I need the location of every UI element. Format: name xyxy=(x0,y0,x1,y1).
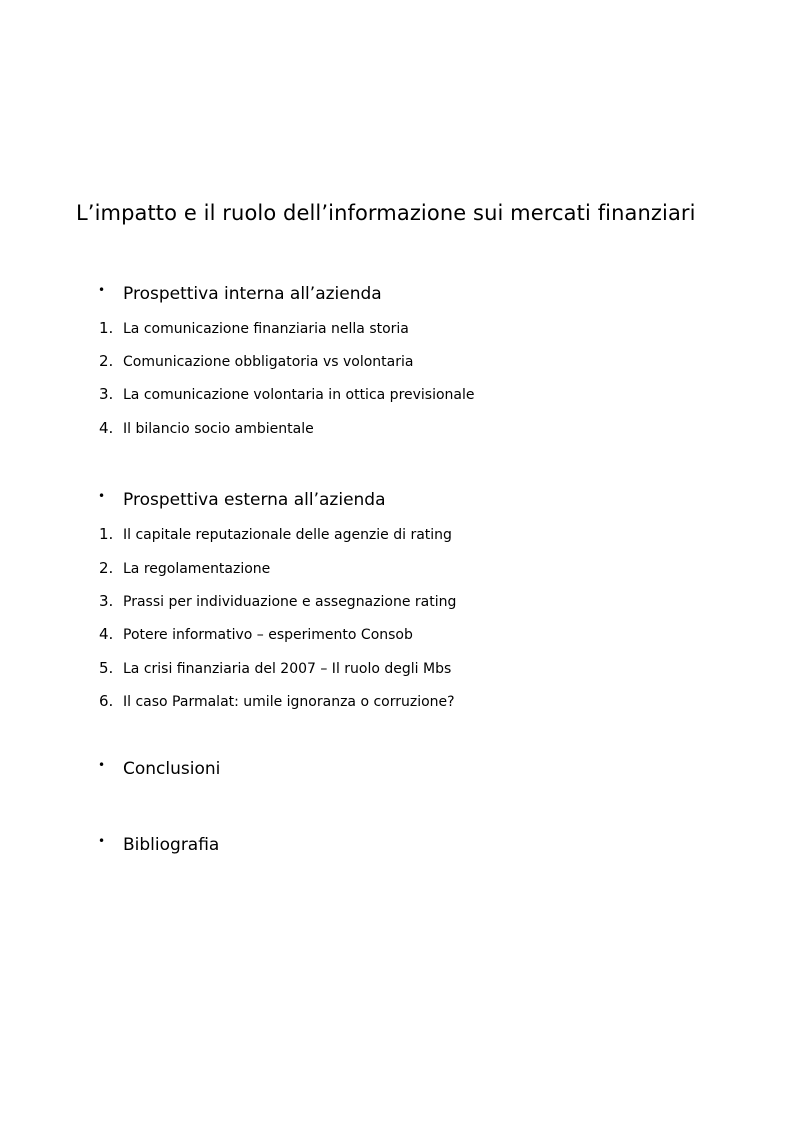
list-item xyxy=(0,692,700,712)
item-number: 3. xyxy=(99,385,114,403)
list-item xyxy=(0,352,700,372)
bullet-icon: • xyxy=(98,834,106,848)
item-number: 1. xyxy=(99,525,114,543)
bullet-icon: • xyxy=(98,283,106,297)
list-item xyxy=(0,525,700,545)
section-heading xyxy=(0,283,700,307)
item-label: La comunicazione volontaria in ottica previsionale xyxy=(123,387,475,403)
item-label: Potere informativo – esperimento Consob xyxy=(123,627,413,643)
item-number: 2. xyxy=(99,352,114,370)
section-heading xyxy=(0,834,700,858)
bullet-icon: • xyxy=(98,489,106,503)
item-number: 3. xyxy=(99,592,114,610)
item-number: 1. xyxy=(99,319,114,337)
list-item xyxy=(0,592,700,612)
list-item xyxy=(0,385,700,405)
item-number: 4. xyxy=(99,625,114,643)
item-label: Il caso Parmalat: umile ignoranza o corruzione? xyxy=(123,694,455,710)
list-item xyxy=(0,659,700,679)
section-label: Prospettiva esterna all’azienda xyxy=(123,490,386,510)
section-heading xyxy=(0,758,700,782)
section-heading xyxy=(0,489,700,513)
item-label: La crisi finanziaria del 2007 – Il ruolo degli Mbs xyxy=(123,661,452,677)
bullet-icon: • xyxy=(98,758,106,772)
item-label: La regolamentazione xyxy=(123,561,271,577)
item-number: 5. xyxy=(99,659,114,677)
list-item xyxy=(0,559,700,579)
item-number: 6. xyxy=(99,692,114,710)
item-number: 4. xyxy=(99,419,114,437)
item-number: 2. xyxy=(99,559,114,577)
section-label: Prospettiva interna all’azienda xyxy=(123,284,382,304)
section-label: Conclusioni xyxy=(123,759,221,779)
list-item xyxy=(0,625,700,645)
item-label: Il bilancio socio ambientale xyxy=(123,421,314,437)
list-item xyxy=(0,319,700,339)
item-label: Prassi per individuazione e assegnazione rating xyxy=(123,594,457,610)
item-label: La comunicazione finanziaria nella storia xyxy=(123,321,409,337)
page-title: L’impatto e il ruolo dell’informazione sui mercati finanziari xyxy=(76,201,696,225)
section-label: Bibliografia xyxy=(123,835,220,855)
item-label: Comunicazione obbligatoria vs volontaria xyxy=(123,354,414,370)
item-label: Il capitale reputazionale delle agenzie di rating xyxy=(123,527,452,543)
list-item xyxy=(0,419,700,439)
